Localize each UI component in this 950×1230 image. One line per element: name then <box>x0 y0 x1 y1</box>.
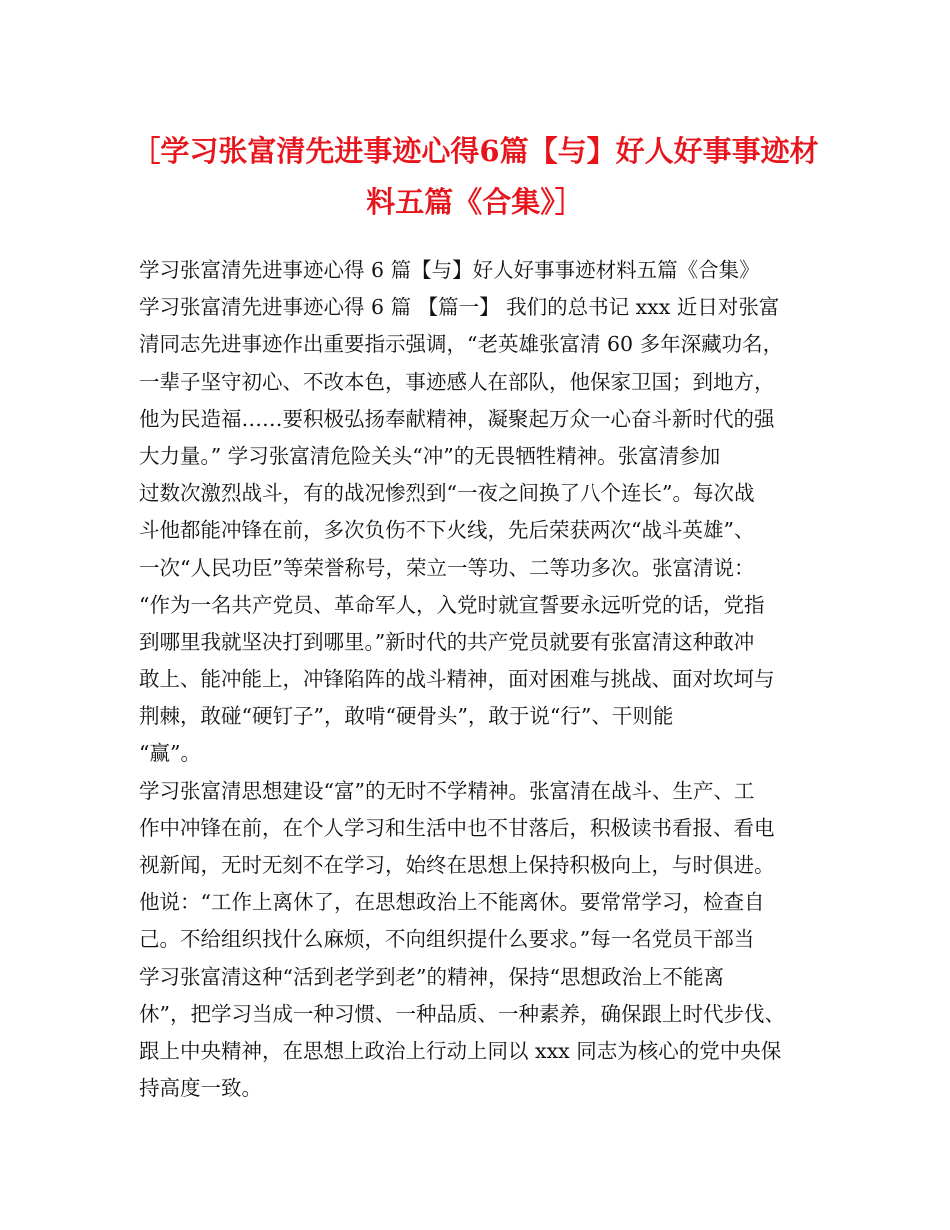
body-line: 一辈子坚守初心、不改本色，事迹感人在部队，他保家卫国；到地方， <box>139 369 775 394</box>
body-line: 作中冲锋在前，在个人学习和生活中也不甘落后，积极读书看报、看电 <box>139 815 775 840</box>
body-line: 清同志先进事迹作出重要指示强调，“老英雄张富清 60 多年深藏功名， <box>139 332 784 357</box>
title-line-2: 料五篇《合集》］ <box>366 185 584 219</box>
body-line: 一次“人民功臣”等荣誉称号，荣立一等功、二等功多次。张富清说： <box>139 555 755 580</box>
body-line: 斗他都能冲锋在前，多次负伤不下火线，先后荣获两次“战斗英雄”、 <box>139 518 755 543</box>
body-line: 学习张富清先进事迹心得 6 篇 【篇一】 我们的总书记 xxx 近日对张富 <box>139 295 780 320</box>
body-line: 持高度一致。 <box>139 1076 262 1101</box>
body-line: 休”，把学习当成一种习惯、一种品质、一种素养，确保跟上时代步伐、 <box>139 1001 785 1026</box>
body-line: 学习张富清先进事迹心得 6 篇【与】好人好事事迹材料五篇《合集》 <box>139 258 760 282</box>
body-line: 学习张富清思想建设“富”的无时不学精神。张富清在战斗、生产、工 <box>139 778 755 803</box>
body-line: “赢”。 <box>139 741 201 766</box>
body-line: 荆棘，敢碰“硬钉子”，敢啃“硬骨头”，敢于说“行”、干则能 <box>139 704 674 729</box>
body-line: 敢上、能冲能上，冲锋陷阵的战斗精神，面对困难与挑战、面对坎坷与 <box>139 667 775 692</box>
document-title <box>120 126 830 228</box>
body-line: 过数次激烈战斗，有的战况惨烈到“一夜之间换了八个连长”。每次战 <box>139 481 755 506</box>
document-body <box>139 252 815 1107</box>
body-line: 视新闻，无时无刻不在学习，始终在思想上保持积极向上，与时俱进。 <box>139 853 775 877</box>
body-line: 到哪里我就坚决打到哪里。”新时代的共产党员就要有张富清这种敢冲 <box>139 629 755 654</box>
body-line: 大力量。” 学习张富清危险关头“冲”的无畏牺牲精神。张富清参加 <box>139 443 721 468</box>
body-line: 学习张富清这种“活到老学到老”的精神，保持“思想政治上不能离 <box>139 964 724 989</box>
body-line: 己。不给组织找什么麻烦，不向组织提什么要求。”每一名党员干部当 <box>139 927 755 952</box>
body-line: 他说：“工作上离休了，在思想政治上不能离休。要常常学习，检查自 <box>139 890 765 915</box>
title-line-1: ［学习张富清先进事迹心得6篇【与】好人好事事迹材 <box>131 134 819 168</box>
body-line: 他为民造福……要积极弘扬奉献精神，凝聚起万众一心奋斗新时代的强 <box>139 406 775 431</box>
body-line: 跟上中央精神，在思想上政治上行动上同以 xxx 同志为核心的党中央保 <box>139 1038 782 1063</box>
body-line: “作为一名共产党员、革命军人，入党时就宣誓要永远听党的话，党指 <box>139 592 765 617</box>
